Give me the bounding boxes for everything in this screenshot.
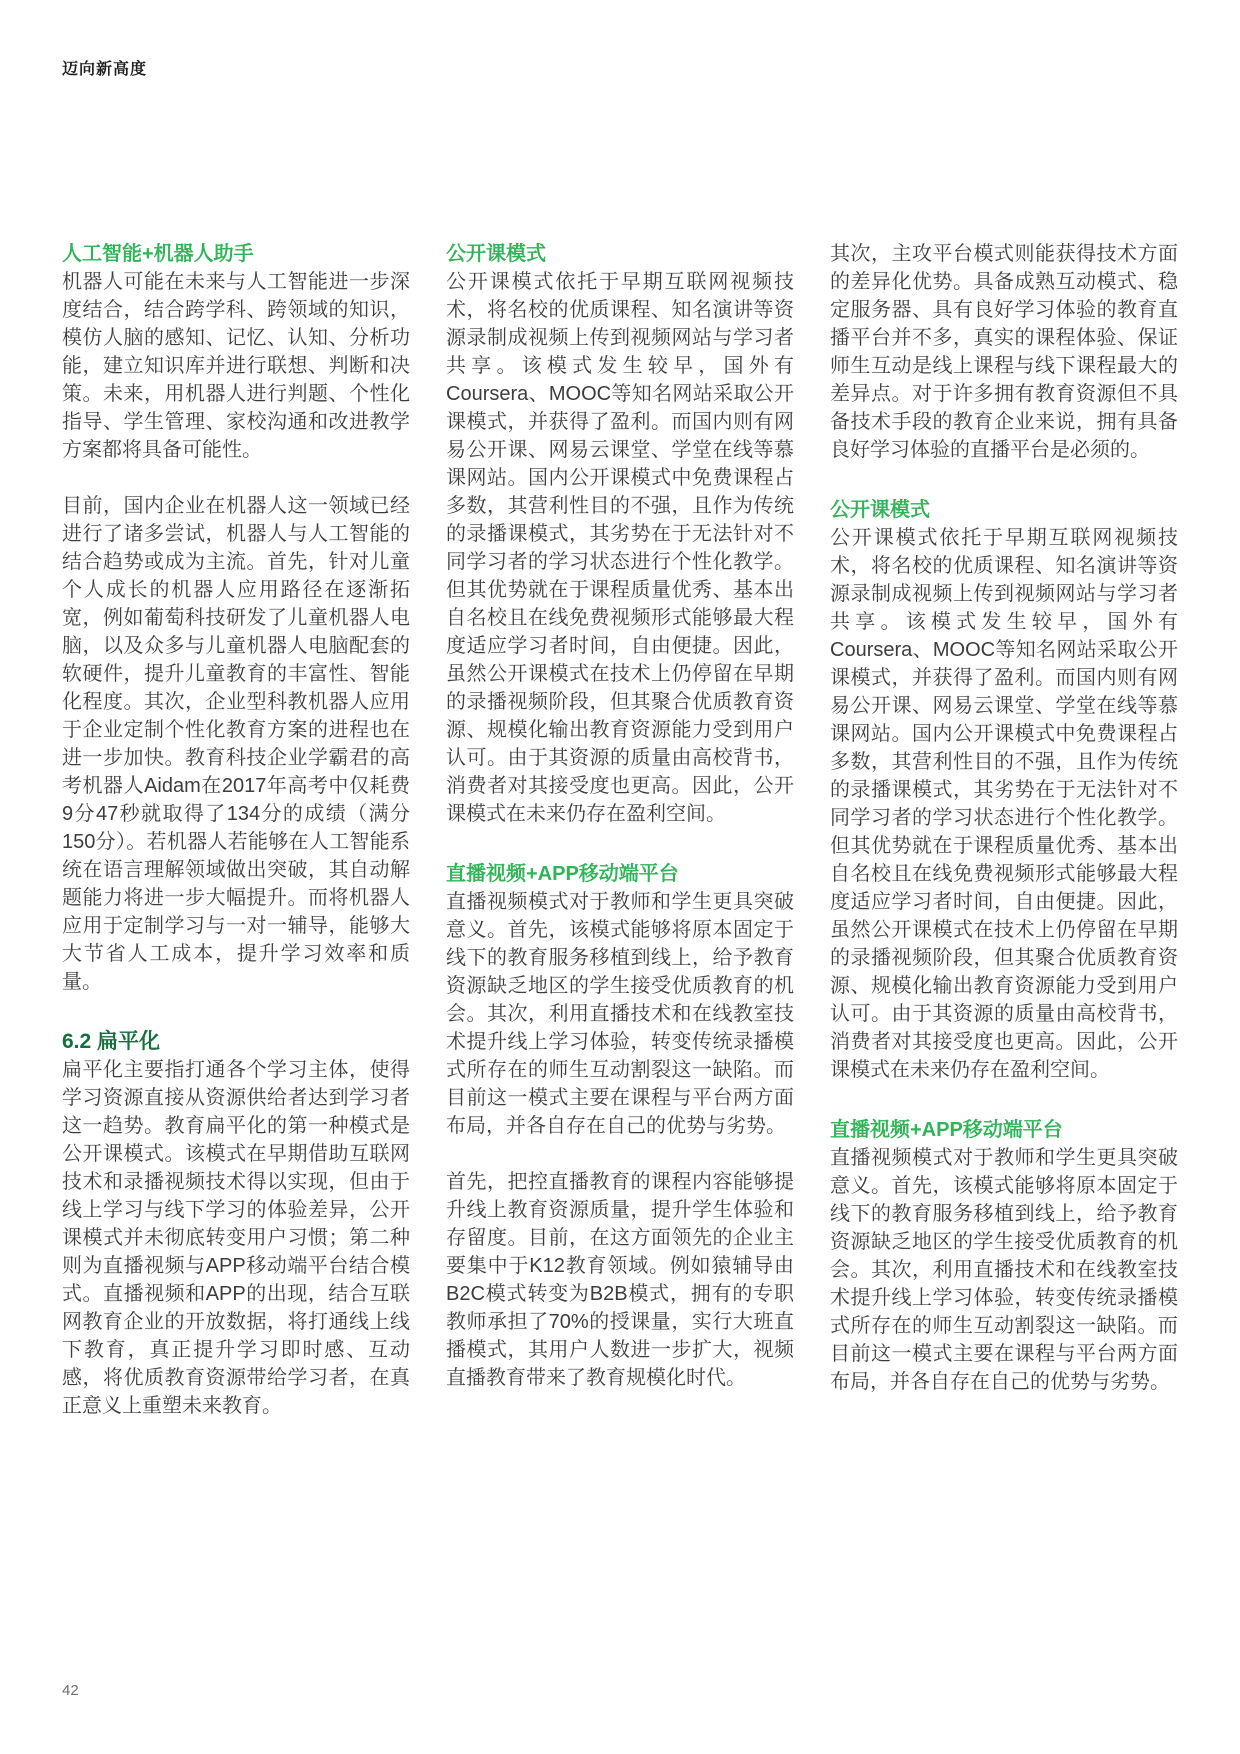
heading-open-course-mode: 公开课模式 — [830, 499, 930, 521]
paragraph: 直播视频模式对于教师和学生更具突破意义。首先，该模式能够将原本固定于线下的教育服务移植到线上，给予教育资源缺乏地区的学生接受优质教育的机会。其次，利用直播技术和在线教室技术提升线上学习体验，转变传统录播模式所存在的师生互动割裂这一缺陷。而目前这一模式主要在课程与平台两方面布局，并各自存在自己的优势与劣势。 — [830, 1147, 1178, 1393]
paragraph: 直播视频模式对于教师和学生更具突破意义。首先，该模式能够将原本固定于线下的教育服务移植到线上，给予教育资源缺乏地区的学生接受优质教育的机会。其次，利用直播技术和在线教室技术提升线上学习体验，转变传统录播模式所存在的师生互动割裂这一缺陷。而目前这一模式主要在课程与平台两方面布局，并各自存在自己的优势与劣势。 — [446, 891, 794, 1137]
paragraph: 其次，主攻平台模式则能获得技术方面的差异化优势。具备成熟互动模式、稳定服务器、具有良好学习体验的教育直播平台并不多，真实的课程体验、保证师生互动是线上课程与线下课程最大的差异点。对于许多拥有教育资源但不具备技术手段的教育企业来说，拥有具备良好学习体验的直播平台是必须的。 — [830, 243, 1178, 461]
heading-ai-robot-assistant: 人工智能+机器人助手 — [62, 243, 254, 265]
content-columns — [62, 240, 1178, 1420]
page-number: 42 — [62, 1682, 79, 1699]
paragraph: 公开课模式依托于早期互联网视频技术，将名校的优质课程、知名演讲等资源录制成视频上传到视频网站与学习者共享。该模式发生较早，国外有Coursera、MOOC等知名网站采取公开课模式，并获得了盈利。而国内则有网易公开课、网易云课堂、学堂在线等慕课网站。国内公开课模式中免费课程占多数，其营利性目的不强，且作为传统的录播课模式，其劣势在于无法针对不同学习者的学习状态进行个性化教学。但其优势就在于课程质量优秀、基本出自名校且在线免费视频形式能够最大程度适应学习者时间，自由便捷。因此，虽然公开课模式在技术上仍停留在早期的录播视频阶段，但其聚合优质教育资源、规模化输出教育资源能力受到用户认可。由于其资源的质量由高校背书，消费者对其接受度也更高。因此，公开课模式在未来仍存在盈利空间。 — [446, 271, 794, 825]
running-header: 迈向新高度 — [62, 61, 148, 78]
heading-live-video-app-platform: 直播视频+APP移动端平台 — [446, 863, 679, 885]
paragraph: 目前，国内企业在机器人这一领域已经进行了诸多尝试，机器人与人工智能的结合趋势或成为主流。首先，针对儿童个人成长的机器人应用路径在逐渐拓宽，例如葡萄科技研发了儿童机器人电脑，以及众多与儿童机器人电脑配套的软硬件，提升儿童教育的丰富性、智能化程度。其次，企业型科教机器人应用于企业定制个性化教育方案的进程也在进一步加快。教育科技企业学霸君的高考机器人Aidam在2017年高考中仅耗费9分47秒就取得了134分的成绩（满分150分）。若机器人若能够在人工智能系统在语言理解领域做出突破，其自动解题能力将进一步大幅提升。而将机器人应用于定制学习与一对一辅导，能够大大节省人工成本，提升学习效率和质量。 — [62, 495, 410, 993]
heading-live-video-app-platform: 直播视频+APP移动端平台 — [830, 1119, 1063, 1141]
column-3 — [830, 240, 1178, 1396]
column-2 — [446, 240, 794, 1392]
section-heading-6-2-flattening: 6.2 扁平化 — [62, 1030, 161, 1053]
column-1 — [62, 240, 410, 1420]
paragraph: 公开课模式依托于早期互联网视频技术，将名校的优质课程、知名演讲等资源录制成视频上传到视频网站与学习者共享。该模式发生较早，国外有Coursera、MOOC等知名网站采取公开课模式，并获得了盈利。而国内则有网易公开课、网易云课堂、学堂在线等慕课网站。国内公开课模式中免费课程占多数，其营利性目的不强，且作为传统的录播课模式，其劣势在于无法针对不同学习者的学习状态进行个性化教学。但其优势就在于课程质量优秀、基本出自名校且在线免费视频形式能够最大程度适应学习者时间，自由便捷。因此，虽然公开课模式在技术上仍停留在早期的录播视频阶段，但其聚合优质教育资源、规模化输出教育资源能力受到用户认可。由于其资源的质量由高校背书，消费者对其接受度也更高。因此，公开课模式在未来仍存在盈利空间。 — [830, 527, 1178, 1081]
heading-open-course-mode: 公开课模式 — [446, 243, 546, 265]
paragraph: 机器人可能在未来与人工智能进一步深度结合，结合跨学科、跨领域的知识，模仿人脑的感知、记忆、认知、分析功能，建立知识库并进行联想、判断和决策。未来，用机器人进行判题、个性化指导、学生管理、家校沟通和改进教学方案都将具备可能性。 — [62, 271, 410, 461]
paragraph: 扁平化主要指打通各个学习主体，使得学习资源直接从资源供给者达到学习者这一趋势。教育扁平化的第一种模式是公开课模式。该模式在早期借助互联网技术和录播视频技术得以实现，但由于线上学习与线下学习的体验差异，公开课模式并未彻底转变用户习惯；第二种则为直播视频与APP移动端平台结合模式。直播视频和APP的出现，结合互联网教育企业的开放数据，将打通线上线下教育，真正提升学习即时感、互动感，将优质教育资源带给学习者，在真正意义上重塑未来教育。 — [62, 1059, 410, 1417]
paragraph: 首先，把控直播教育的课程内容能够提升线上教育资源质量，提升学生体验和存留度。目前，在这方面领先的企业主要集中于K12教育领域。例如猿辅导由B2C模式转变为B2B模式，拥有的专职教师承担了70%的授课量，实行大班直播模式，其用户人数进一步扩大，视频直播教育带来了教育规模化时代。 — [446, 1171, 794, 1389]
